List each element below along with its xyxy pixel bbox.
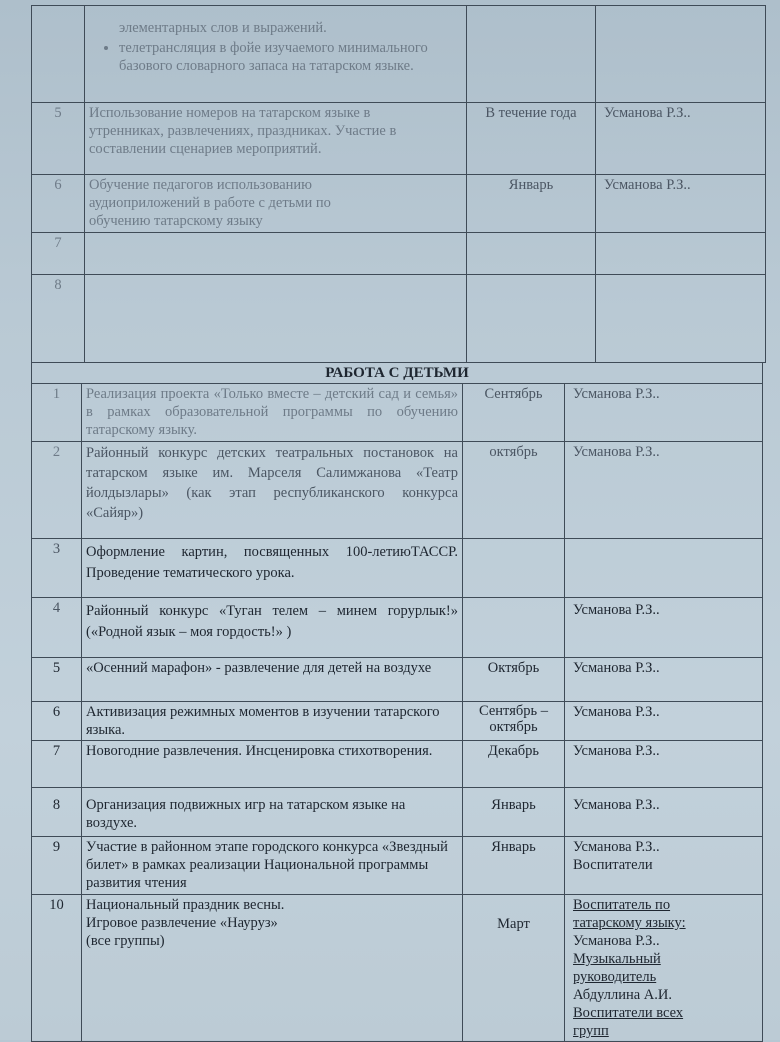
- row-responsible: Усманова Р.З..: [565, 658, 763, 702]
- row-number: 8: [32, 275, 85, 363]
- row-date: Январь: [467, 175, 596, 233]
- row-date: [463, 598, 565, 658]
- row-number: 9: [32, 837, 82, 895]
- row-date: [467, 6, 596, 103]
- table-row: [32, 233, 766, 275]
- table-row: [32, 788, 763, 837]
- row-text: Участие в районном этапе городского конкурса «Звездный билет» в рамках реализации Национальной программы развития чтения: [82, 837, 463, 895]
- row-text: Реализация проекта «Только вместе – детский сад и семья» в рамках образовательной программы по обучению татарскому языку.: [82, 384, 463, 442]
- row-responsible: [596, 275, 766, 363]
- table-row: [32, 442, 763, 539]
- text-line: Игровое развлечение «Науруз»: [86, 915, 278, 931]
- row-date: Январь: [463, 788, 565, 837]
- row-date: Сентябрь – октябрь: [463, 702, 565, 741]
- row-responsible: Усманова Р.З..: [565, 384, 763, 442]
- table-row: [32, 384, 763, 442]
- list-item: элементарных слов и выражений.: [119, 20, 327, 36]
- row-text: Обучение педагогов использованию аудиоприложений в работе с детьми по обучению татарскому языку: [85, 175, 467, 233]
- row-responsible: Усманова Р.З..: [596, 175, 766, 233]
- list-item: • телетрансляция в фойе изучаемого минимального базового словарного запаса на татарском языке.: [119, 39, 462, 75]
- row-date: октябрь: [463, 442, 565, 539]
- row-date: [463, 539, 565, 598]
- section-title: РАБОТА С ДЕТЬМИ: [32, 363, 763, 384]
- row-number: 6: [32, 175, 85, 233]
- table-row: [32, 103, 766, 175]
- bullet-list: [89, 39, 462, 75]
- row-date: Октябрь: [463, 658, 565, 702]
- row-text: Использование номеров на татарском языке в утренниках, развлечениях, праздниках. Участие в составлении сценариев мероприятий.: [85, 103, 467, 175]
- section-header-row: [32, 363, 763, 384]
- row-responsible: Усманова Р.З..: [565, 702, 763, 741]
- responsible-line: Воспитатель по татарскому языку:: [573, 897, 686, 931]
- table-row: [32, 837, 763, 895]
- row-responsible: Усманова Р.З..: [596, 103, 766, 175]
- row-text: Районный конкурс детских театральных постановок на татарском языке им. Марселя Салимжанова «Театр йолдызлары» (как этап республиканского конкурса «Сайяр»): [82, 442, 463, 539]
- row-responsible: [596, 233, 766, 275]
- row-text: Районный конкурс «Туган телем – минем горурлык!» («Родной язык – моя гордость!» ): [82, 598, 463, 658]
- table-row: [32, 175, 766, 233]
- row-number: [32, 6, 85, 103]
- row-number: 5: [32, 103, 85, 175]
- table-row: [32, 741, 763, 788]
- row-responsible: Усманова Р.З..: [565, 598, 763, 658]
- row-date: Март: [463, 895, 565, 1042]
- teacher-work-table: [31, 5, 766, 363]
- responsible-line: Абдуллина А.И.: [573, 987, 672, 1003]
- responsible-line: Музыкальный руководитель: [573, 951, 661, 985]
- text-line: Национальный праздник весны.: [86, 897, 285, 913]
- responsible-line: Усманова Р.З..: [573, 839, 660, 855]
- row-responsible: [565, 539, 763, 598]
- table-row: [32, 6, 766, 103]
- row-text: «Осенний марафон» - развлечение для детей на воздухе: [82, 658, 463, 702]
- row-number: 10: [32, 895, 82, 1042]
- table-row: [32, 895, 763, 1042]
- row-responsible: Усманова Р.З..: [565, 741, 763, 788]
- row-responsible: Усманова Р.З..: [565, 788, 763, 837]
- row-responsible: [596, 6, 766, 103]
- row-text: [85, 6, 467, 103]
- row-text: Активизация режимных моментов в изучении татарского языка.: [82, 702, 463, 741]
- row-text: [85, 275, 467, 363]
- row-text: Оформление картин, посвященных 100-летиюТАССР. Проведение тематического урока.: [82, 539, 463, 598]
- bullet-list: [89, 19, 462, 37]
- row-number: 7: [32, 233, 85, 275]
- table-row: [32, 539, 763, 598]
- row-text: [82, 895, 463, 1042]
- responsible-line: Воспитатели: [573, 857, 653, 873]
- row-date: Декабрь: [463, 741, 565, 788]
- row-date: [467, 233, 596, 275]
- row-number: 1: [32, 384, 82, 442]
- row-number: 6: [32, 702, 82, 741]
- responsible-line: Воспитатели всех групп: [573, 1005, 684, 1039]
- row-number: 5: [32, 658, 82, 702]
- responsible-line: Усманова Р.З..: [573, 933, 660, 949]
- row-text: Организация подвижных игр на татарском языке на воздухе.: [82, 788, 463, 837]
- row-responsible: Усманова Р.З..: [565, 442, 763, 539]
- row-date: [467, 275, 596, 363]
- row-date: Сентябрь: [463, 384, 565, 442]
- table-row: [32, 702, 763, 741]
- table-row: [32, 598, 763, 658]
- row-number: 2: [32, 442, 82, 539]
- row-responsible: [565, 837, 763, 895]
- table-row: [32, 275, 766, 363]
- row-number: 4: [32, 598, 82, 658]
- row-responsible: [565, 895, 763, 1042]
- text-line: (все группы): [86, 933, 165, 949]
- row-number: 8: [32, 788, 82, 837]
- row-text: Новогодние развлечения. Инсценировка стихотворения.: [82, 741, 463, 788]
- row-date: Январь: [463, 837, 565, 895]
- row-date: В течение года: [467, 103, 596, 175]
- row-number: 7: [32, 741, 82, 788]
- row-number: 3: [32, 539, 82, 598]
- row-text: [85, 233, 467, 275]
- table-row: [32, 658, 763, 702]
- children-work-table: [31, 362, 763, 1042]
